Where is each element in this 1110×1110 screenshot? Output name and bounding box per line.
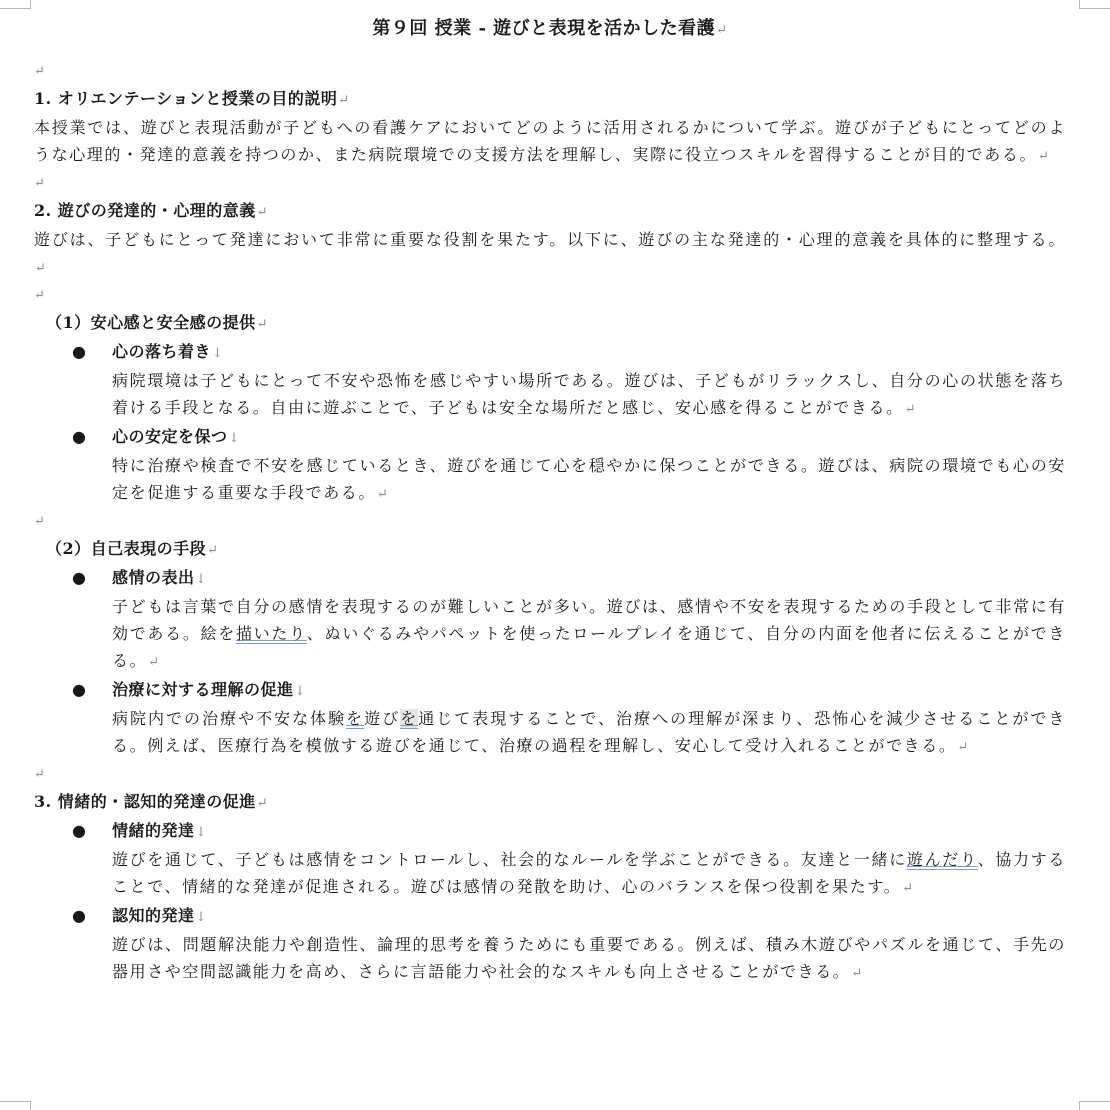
page-corner-mark xyxy=(1079,1101,1110,1110)
paragraph-mark: ↵ xyxy=(851,966,864,981)
bullet-text: 遊びは、問題解決能力や創造性、論理的思考を養うためにも重要である。例えば、積み木遊びやパズルを通じて、手先の器用さや空間認識能力を高め、さらに言語能力や社会的なスキルも向上させることができる。↵ xyxy=(112,935,1066,981)
bullet-item xyxy=(72,902,1066,987)
grammar-check-underline[interactable]: 描いたり xyxy=(235,624,307,643)
line-break-mark: ↓ xyxy=(228,431,240,446)
bullet-icon: ● xyxy=(72,680,86,699)
paragraph-mark: ↵ xyxy=(338,93,350,108)
subsection-heading: （1）安心感と安全感の提供↵ xyxy=(46,313,269,332)
line-break-mark: ↓ xyxy=(195,825,207,840)
line-break-mark: ↓ xyxy=(212,346,224,361)
section-heading: 1. オリエンテーションと授業の目的説明↵ xyxy=(34,89,350,108)
bullet-text: 特に治療や検査で不安を感じているとき、遊びを通じて心を穏やかに保つことができる。遊びは、病院の環境でも心の安定を促進する重要な手段である。↵ xyxy=(112,456,1066,502)
paragraph-mark: ↵ xyxy=(256,796,269,811)
document-body[interactable] xyxy=(34,14,1066,987)
paragraph-mark: ↵ xyxy=(957,740,970,755)
grammar-check-underline[interactable]: を xyxy=(346,709,365,728)
empty-paragraph: ↵ xyxy=(34,767,45,782)
grammar-check-underline[interactable]: 遊んだり xyxy=(906,850,978,869)
empty-paragraph: ↵ xyxy=(34,288,45,303)
bullet-text: 病院環境は子どもにとって不安や恐怖を感じやすい場所である。遊びは、子どもがリラックスし、自分の心の状態を落ち着ける手段となる。自由に遊ぶことで、子どもは安全な場所だと感じ、安心感を得ることができる。↵ xyxy=(112,371,1066,417)
bullet-text: 子どもは言葉で自分の感情を表現するのが難しいことが多い。遊びは、感情や不安を表現するための手段として非常に有効である。絵を描いたり、ぬいぐるみやパペットを使ったロールプレイを通じて、自分の内面を他者に伝えることができる。↵ xyxy=(112,597,1066,670)
paragraph-mark: ↵ xyxy=(256,205,269,220)
bullet-icon: ● xyxy=(72,342,86,361)
grammar-check-underline[interactable]: を xyxy=(400,709,419,728)
bullet-item xyxy=(72,676,1066,761)
paragraph-mark: ↵ xyxy=(1038,149,1051,164)
bullet-title: 情緒的発達↓ xyxy=(112,821,207,840)
bullet-item xyxy=(72,564,1066,676)
bullet-icon: ● xyxy=(72,906,86,925)
paragraph-mark: ↵ xyxy=(716,23,728,38)
paragraph-mark: ↵ xyxy=(377,487,390,502)
paragraph-mark: ↵ xyxy=(148,655,161,670)
empty-paragraph: ↵ xyxy=(34,176,45,191)
paragraph-mark: ↵ xyxy=(904,402,918,417)
line-break-mark: ↓ xyxy=(294,684,306,699)
bullet-title: 心の安定を保つ↓ xyxy=(112,427,240,446)
bullet-icon: ● xyxy=(72,427,86,446)
bullet-icon: ● xyxy=(72,821,86,840)
bullet-item xyxy=(72,817,1066,902)
page-corner-mark xyxy=(1079,0,1110,9)
bullet-title: 認知的発達↓ xyxy=(112,906,207,925)
paragraph-mark: ↵ xyxy=(207,543,219,558)
section-heading: 2. 遊びの発達的・心理的意義↵ xyxy=(34,201,269,220)
document-title: 第９回 授業 - 遊びと表現を活かした看護↵ xyxy=(372,18,728,39)
bullet-title: 治療に対する理解の促進↓ xyxy=(112,680,306,699)
paragraph-mark: ↵ xyxy=(35,261,48,276)
subsection-heading: （2）自己表現の手段↵ xyxy=(46,539,219,558)
paragraph-mark: ↵ xyxy=(902,881,915,896)
line-break-mark: ↓ xyxy=(195,572,207,587)
page-corner-mark xyxy=(0,0,31,9)
bullet-text: 病院内での治療や不安な体験を遊びを通じて表現することで、治療への理解が深まり、恐怖心を減少させることができる。例えば、医療行為を模倣する遊びを通じて、治療の過程を理解し、安心して受け入れることができる。↵ xyxy=(112,709,1066,755)
bullet-title: 感情の表出↓ xyxy=(112,568,207,587)
empty-paragraph: ↵ xyxy=(34,64,45,79)
bullet-title: 心の落ち着き↓ xyxy=(112,342,224,361)
bullet-item xyxy=(72,338,1066,423)
bullet-item xyxy=(72,423,1066,508)
body-paragraph: 本授業では、遊びと表現活動が子どもへの看護ケアにおいてどのように活用されるかについて学ぶ。遊びが子どもにとってどのような心理的・発達的意義を持つのか、また病院環境での支援方法を理解し、実際に役立つスキルを習得することが目的である。↵ xyxy=(34,118,1066,164)
section-heading: 3. 情緒的・認知的発達の促進↵ xyxy=(34,792,269,811)
line-break-mark: ↓ xyxy=(195,910,207,925)
paragraph-mark: ↵ xyxy=(256,317,269,332)
body-paragraph: 遊びは、子どもにとって発達において非常に重要な役割を果たす。以下に、遊びの主な発達的・心理的意義を具体的に整理する。↵ xyxy=(34,230,1066,276)
bullet-icon: ● xyxy=(72,568,86,587)
bullet-text: 遊びを通じて、子どもは感情をコントロールし、社会的なルールを学ぶことができる。友達と一緒に遊んだり、協力することで、情緒的な発達が促進される。遊びは感情の発散を助け、心のバランスを保つ役割を果たす。↵ xyxy=(112,850,1066,896)
page-corner-mark xyxy=(0,1101,31,1110)
empty-paragraph: ↵ xyxy=(34,514,45,529)
